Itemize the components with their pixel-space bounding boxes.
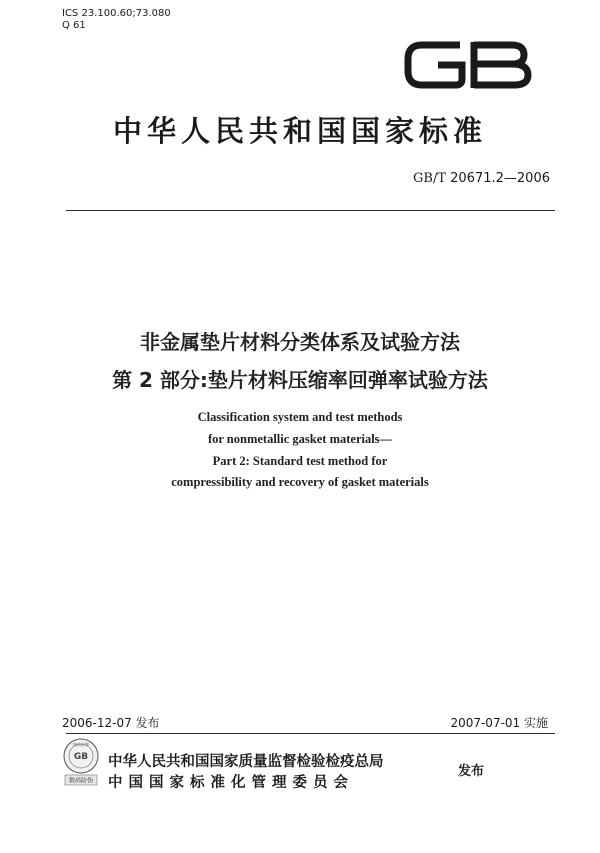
title-en-line2: for nonmetallic gasket materials—: [207, 432, 393, 446]
title-en-line3: Part 2: Standard test method for: [212, 454, 388, 468]
gb-logo-text: GB: [402, 33, 404, 34]
issue-label: 发布: [458, 764, 485, 779]
ics-code: ICS 23.100.60;73.080: [62, 8, 171, 19]
title-en-line1: Classification system and test methods: [197, 410, 403, 424]
standard-code-prefix: GB/T: [413, 171, 447, 186]
title-zh-line1: 非金属垫片材料分类体系及试验方法: [140, 330, 460, 354]
implement-date: 2007-07-01 实施: [450, 716, 548, 730]
seal-caption: 数码防伪: [68, 777, 94, 785]
gb-logo: [402, 33, 532, 95]
title-zh-line2: 第 2 部分:垫片材料压缩率回弹率试验方法: [112, 368, 488, 392]
title-en-line4: compressibility and recovery of gasket materials: [171, 475, 429, 489]
svg-text:GB: GB: [73, 752, 89, 762]
anti-counterfeit-seal: [62, 737, 100, 787]
issuer-sac: 中国国家标准化管理委员会: [108, 774, 354, 791]
publish-date: 2006-12-07 发布: [62, 716, 160, 730]
seal-text: 防伪标签: [73, 742, 89, 747]
ccs-code: Q 61: [62, 20, 86, 31]
standard-name: 中华人民共和国国家标准: [112, 114, 487, 148]
classification-codes: [62, 8, 171, 32]
standard-code: [413, 171, 550, 186]
issuer-aqsiq: 中华人民共和国国家质量监督检验检疫总局: [108, 753, 384, 770]
standard-code-number: 20671.2—2006: [450, 171, 550, 186]
header-divider: [66, 210, 555, 211]
footer-divider: [66, 733, 555, 734]
